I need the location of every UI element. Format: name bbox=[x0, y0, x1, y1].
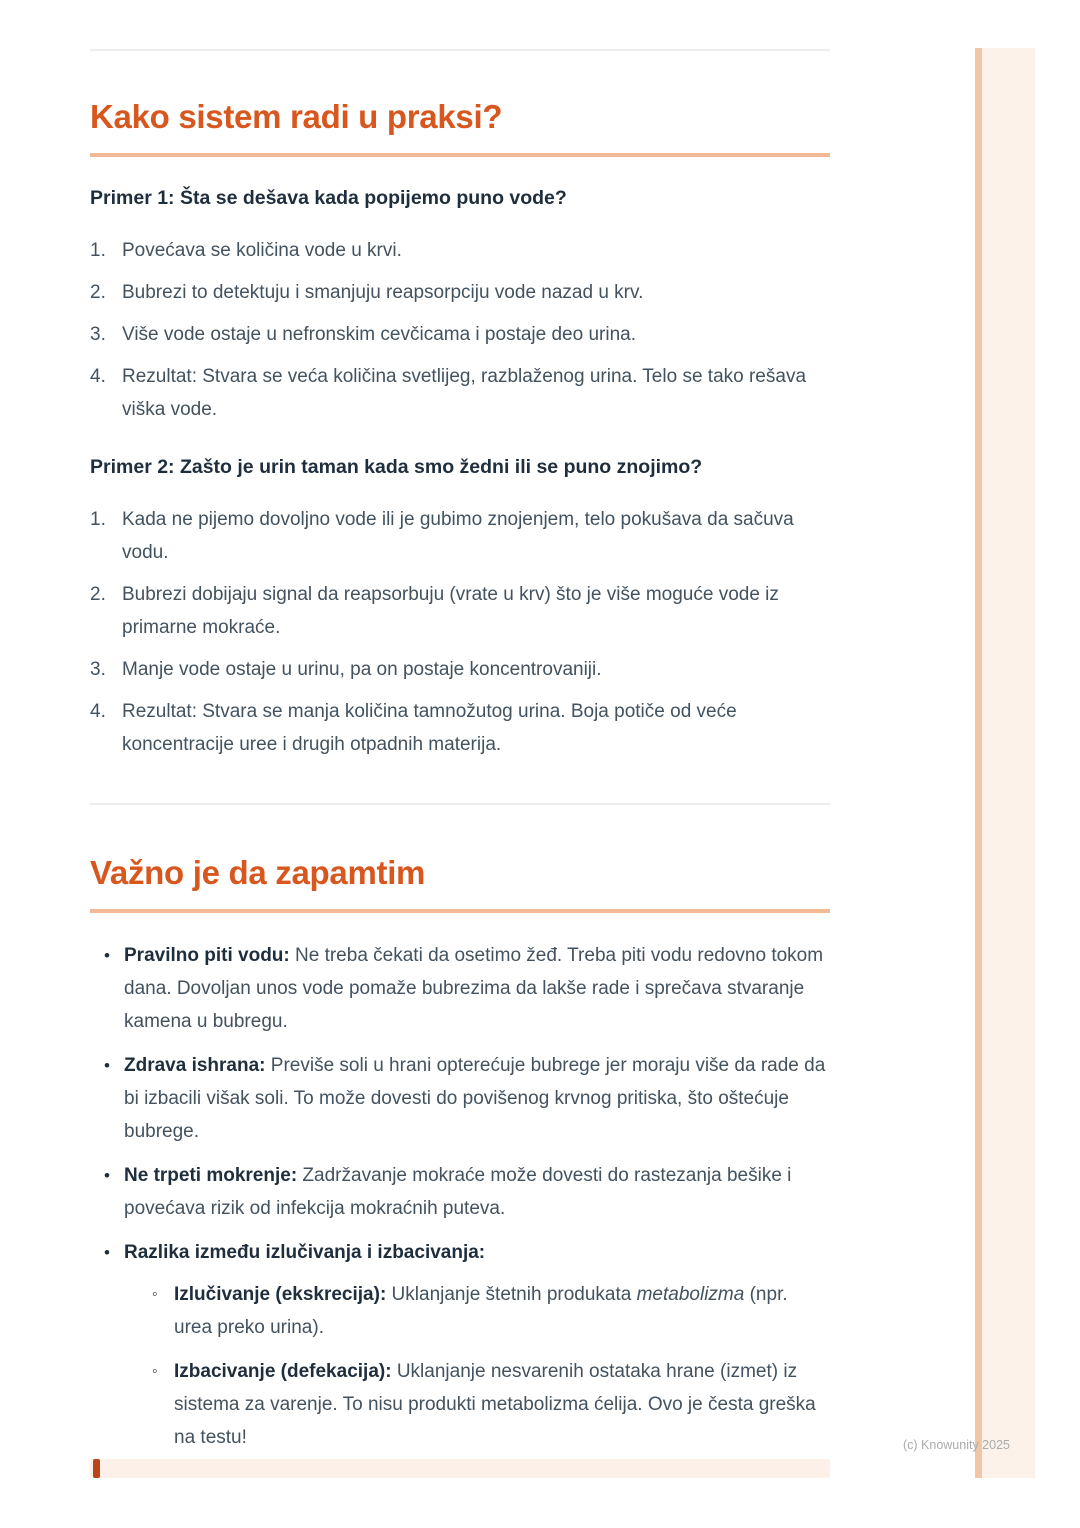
section1-heading-underline bbox=[90, 153, 830, 157]
bullet-text: Ne treba čekati da osetimo žeđ. Treba piti vodu redovno tokom dana. Dovoljan unos vode pomaže bubrezima da lakše rade i sprečava stvaranje kamena u bubregu. bbox=[124, 944, 824, 1032]
step-text: Rezultat: Stvara se manja količina tamnožutog urina. Boja potiče od veće koncentracije uree i drugih otpadnih materija. bbox=[122, 701, 737, 756]
step-text: Bubrezi to detektuju i smanjuju reapsorpciju vode nazad u krv. bbox=[122, 281, 644, 303]
sub-bullet-text: (npr. urea preko urina). bbox=[174, 1283, 788, 1338]
example2-heading: Primer 2: Zašto je urin taman kada smo žedni ili se puno znojimo? bbox=[90, 455, 703, 478]
remember-bullet-list bbox=[90, 939, 830, 1454]
next-section-band bbox=[90, 1459, 830, 1478]
page-edge-panel bbox=[975, 48, 1035, 1478]
bullet-lead: Zdrava ishrana: bbox=[124, 1054, 266, 1076]
step-text: Više vode ostaje u nefronskim cevčicama i postaje deo urina. bbox=[122, 323, 636, 345]
list-item bbox=[103, 695, 830, 761]
sub-bullet-lead: Izbacivanje (defekacija): bbox=[174, 1360, 392, 1382]
example1-steps-list bbox=[90, 234, 830, 426]
document-page bbox=[90, 0, 830, 1465]
list-item bbox=[106, 1159, 830, 1225]
bullet-lead: Ne trpeti mokrenje: bbox=[124, 1164, 298, 1186]
sub-bullet-lead: Izlučivanje (ekskrecija): bbox=[174, 1283, 387, 1305]
bullet-text: Zadržavanje mokraće može dovesti do rastezanja bešike i povećava rizik od infekcija mokraćnih puteva. bbox=[124, 1164, 792, 1219]
step-text: Bubrezi dobijaju signal da reapsorbuju (vrate u krv) što je više moguće vode iz primarne mokraće. bbox=[122, 584, 779, 639]
bullet-lead: Pravilno piti vodu: bbox=[124, 944, 290, 966]
example1-heading: Primer 1: Šta se dešava kada popijemo puno vode? bbox=[90, 186, 567, 209]
section-divider bbox=[90, 803, 830, 805]
list-item bbox=[106, 939, 830, 1038]
example2-steps-list bbox=[90, 503, 830, 761]
step-text: Rezultat: Stvara se veća količina svetlijeg, razblaženog urina. Telo se tako rešava viška vode. bbox=[122, 365, 807, 420]
list-item bbox=[103, 318, 830, 351]
bullet-lead: Razlika između izlučivanja i izbacivanja: bbox=[124, 1241, 486, 1263]
section-marker bbox=[93, 1459, 100, 1478]
list-item bbox=[106, 1236, 830, 1454]
list-item bbox=[103, 276, 830, 309]
list-item bbox=[103, 653, 830, 686]
top-divider bbox=[90, 49, 830, 51]
step-text: Kada ne pijemo dovoljno vode ili je gubimo znojenjem, telo pokušava da sačuva vodu. bbox=[122, 509, 794, 564]
bullet-text: Previše soli u hrani opterećuje bubrege jer moraju više da rade da bi izbacili višak soli. To može dovesti do povišenog krvnog pritiska, što oštećuje bubrege. bbox=[124, 1054, 826, 1142]
italic-term: metabolizma bbox=[636, 1283, 745, 1305]
section-title-how-system-works: Kako sistem radi u praksi? bbox=[90, 98, 503, 135]
list-item bbox=[103, 360, 830, 426]
step-text: Povećava se količina vode u krvi. bbox=[122, 239, 402, 261]
list-item bbox=[154, 1278, 830, 1344]
list-item bbox=[106, 1049, 830, 1148]
section-title-important-to-remember: Važno je da zapamtim bbox=[90, 854, 426, 892]
list-item bbox=[103, 234, 830, 267]
sub-bullet-text: Uklanjanje štetnih produkata bbox=[386, 1283, 637, 1305]
step-text: Manje vode ostaje u urinu, pa on postaje koncentrovaniji. bbox=[122, 659, 602, 681]
list-item bbox=[103, 578, 830, 644]
copyright-footer: (c) Knowunity 2025 bbox=[902, 1438, 1010, 1452]
section2-heading-underline bbox=[90, 909, 830, 913]
sub-bullet-text: Uklanjanje nesvarenih ostataka hrane (izmet) iz sistema za varenje. To nisu produkti metabolizma ćelija. Ovo je česta greška na testu! bbox=[174, 1360, 816, 1448]
list-item bbox=[103, 503, 830, 569]
list-item bbox=[154, 1355, 830, 1454]
difference-sub-list bbox=[124, 1278, 830, 1454]
